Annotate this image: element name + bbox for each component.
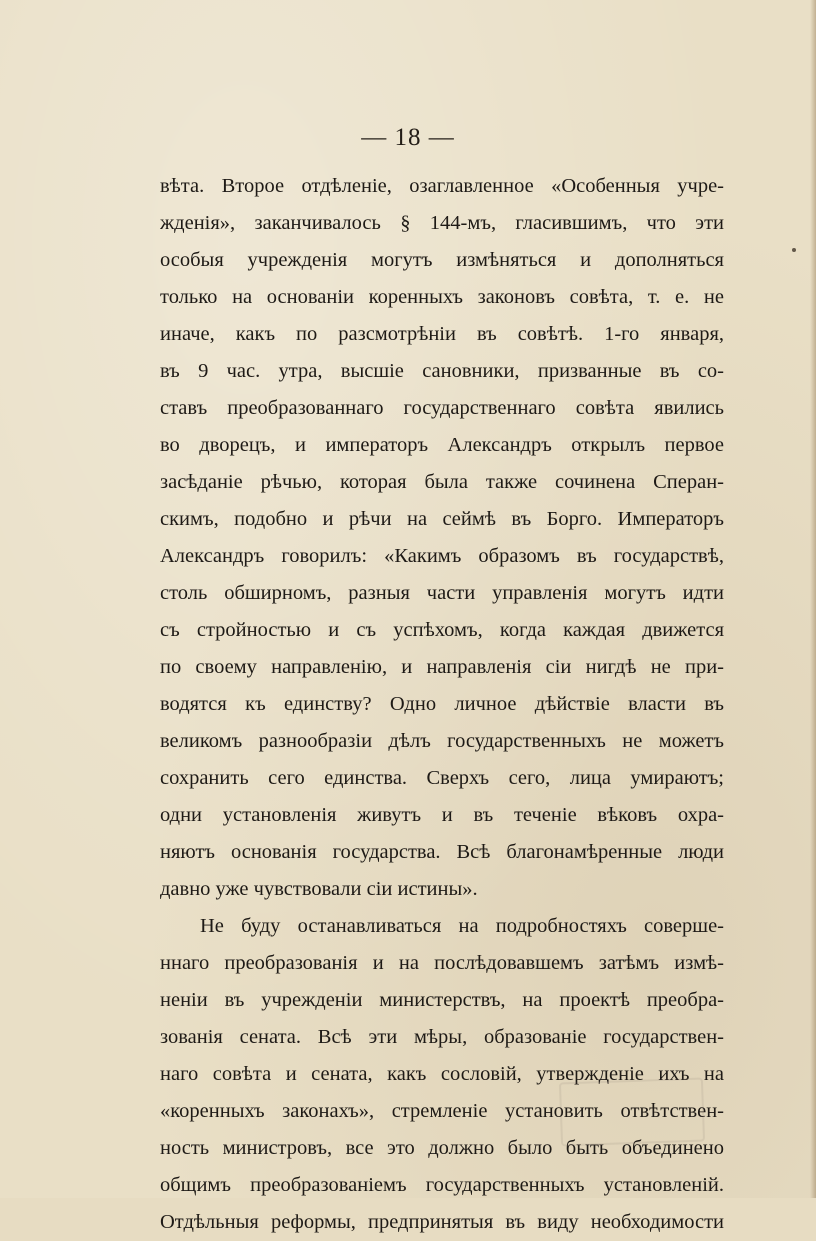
- text-line: иначе, какъ по разсмотрѣніи въ совѣтѣ. 1-го января,: [160, 323, 724, 345]
- text-line: скимъ, подобно и рѣчи на сеймѣ въ Борго. Императоръ: [160, 508, 724, 530]
- text-line: наго совѣта и сената, какъ сословій, утвержденіе ихъ на: [160, 1063, 724, 1085]
- text-line: съ стройностью и съ успѣхомъ, когда каждая движется: [160, 619, 724, 641]
- text-line: только на основаніи коренныхъ законовъ совѣта, т. е. не: [160, 286, 724, 308]
- text-line: давно уже чувствовали сіи истины».: [160, 878, 478, 900]
- text-line: въ 9 час. утра, высшіе сановники, призванные въ со-: [160, 360, 724, 382]
- text-line: ность министровъ, все это должно было быть объединено: [160, 1137, 724, 1159]
- text-line: Александръ говорилъ: «Какимъ образомъ въ государствѣ,: [160, 545, 724, 567]
- faded-library-stamp: [559, 1078, 705, 1147]
- text-line: засѣданіе рѣчью, которая была также сочинена Сперан-: [160, 471, 724, 493]
- text-line: особыя учрежденія могутъ измѣняться и дополняться: [160, 249, 724, 271]
- text-line: водятся къ единству? Одно личное дѣйствіе власти въ: [160, 693, 724, 715]
- text-line: ставъ преобразованнаго государственнаго совѣта явились: [160, 397, 724, 419]
- text-line: зованія сената. Всѣ эти мѣры, образованіе государствен-: [160, 1026, 724, 1048]
- text-line: вѣта. Второе отдѣленіе, озаглавленное «Особенныя учре-: [160, 175, 724, 197]
- text-line: Не буду останавливаться на подробностяхъ соверше-: [200, 915, 724, 937]
- page-number: — 18 —: [361, 124, 455, 151]
- text-line: жденія», заканчивалось § 144-мъ, гласившимъ, что эти: [160, 212, 724, 234]
- text-line: по своему направленію, и направленія сіи нигдѣ не при-: [160, 656, 724, 678]
- text-line: сохранить сего единства. Сверхъ сего, лица умираютъ;: [160, 767, 724, 789]
- text-line: столь обширномъ, разныя части управленія могутъ идти: [160, 582, 724, 604]
- text-line: общимъ преобразованіемъ государственныхъ установленій.: [160, 1174, 724, 1196]
- text-line: «коренныхъ законахъ», стремленіе установить отвѣтствен-: [160, 1100, 724, 1122]
- text-line: неніи въ учрежденіи министерствъ, на проектѣ преобра-: [160, 989, 724, 1011]
- text-line: ннаго преобразованія и на послѣдовавшемъ затѣмъ измѣ-: [160, 952, 724, 974]
- page-edge-shadow: [810, 0, 816, 1198]
- text-line: няютъ основанія государства. Всѣ благонамѣренные люди: [160, 841, 724, 863]
- text-line: во дворецъ, и императоръ Александръ открылъ первое: [160, 434, 724, 456]
- ink-speck: [792, 248, 796, 252]
- text-line: одни установленія живутъ и въ теченіе вѣковъ охра-: [160, 804, 724, 826]
- text-line: Отдѣльныя реформы, предпринятыя въ виду необходимости: [160, 1211, 724, 1233]
- text-line: великомъ разнообразіи дѣлъ государственныхъ не можетъ: [160, 730, 724, 752]
